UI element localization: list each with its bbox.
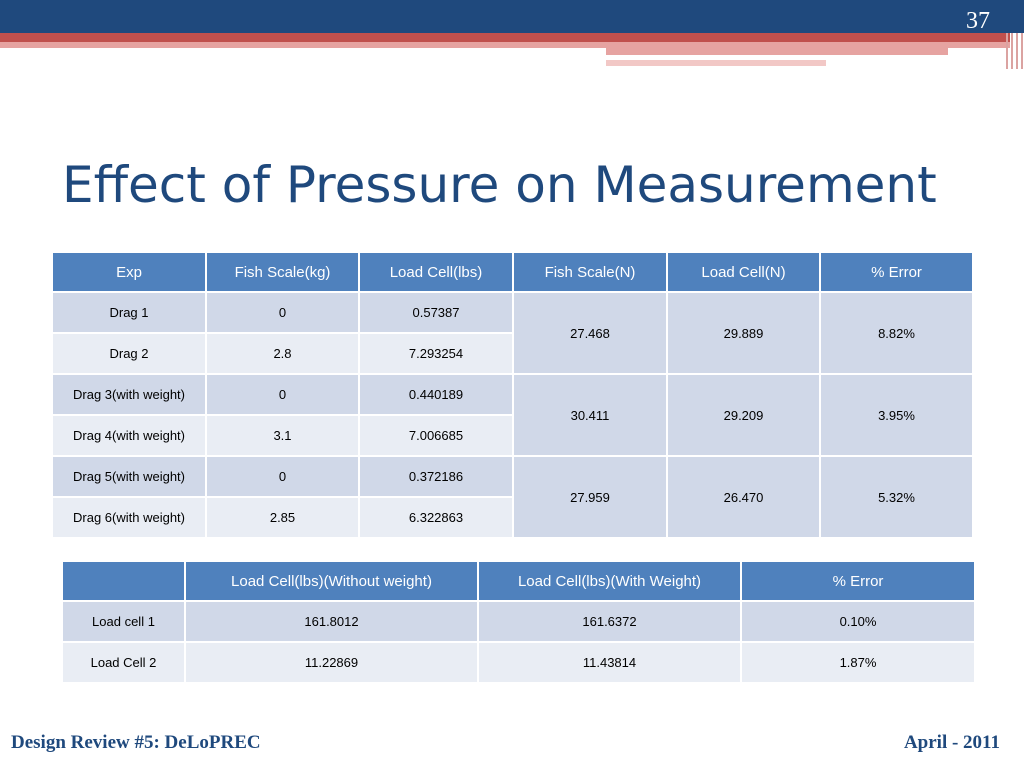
header-accent-stripe	[606, 48, 948, 55]
table-row	[53, 457, 972, 496]
cell-fish-n: 27.959	[514, 457, 666, 537]
cell-without-weight: 161.8012	[186, 602, 477, 641]
table-row	[53, 375, 972, 414]
cell-error: 1.87%	[742, 643, 974, 682]
cell-fish-kg: 0	[207, 293, 358, 332]
load-cell-comparison-table	[61, 560, 976, 684]
header-fish-scale-n: Fish Scale(N)	[514, 253, 666, 291]
cell-exp: Drag 2	[53, 334, 205, 373]
cell-error: 8.82%	[821, 293, 972, 373]
cell-fish-kg: 2.8	[207, 334, 358, 373]
cell-exp: Drag 1	[53, 293, 205, 332]
cell-fish-kg: 3.1	[207, 416, 358, 455]
cell-error: 3.95%	[821, 375, 972, 455]
slide-number: 37	[966, 8, 990, 34]
cell-load-lbs: 7.293254	[360, 334, 512, 373]
header-exp: Exp	[53, 253, 205, 291]
slide-title: Effect of Pressure on Measurement	[62, 156, 937, 214]
cell-load-lbs: 6.322863	[360, 498, 512, 537]
header-without-weight: Load Cell(lbs)(Without weight)	[186, 562, 477, 600]
cell-with-weight: 11.43814	[479, 643, 740, 682]
cell-load-lbs: 0.57387	[360, 293, 512, 332]
cell-without-weight: 11.22869	[186, 643, 477, 682]
cell-exp: Drag 3(with weight)	[53, 375, 205, 414]
table-row	[63, 643, 974, 682]
header-band	[0, 0, 1024, 33]
header-load-cell-name	[63, 562, 184, 600]
cell-exp: Drag 6(with weight)	[53, 498, 205, 537]
cell-fish-kg: 0	[207, 457, 358, 496]
cell-error: 5.32%	[821, 457, 972, 537]
header-accent-band	[0, 33, 1010, 42]
header-percent-error: % Error	[742, 562, 974, 600]
drag-results-table	[51, 251, 974, 539]
header-fish-scale-kg: Fish Scale(kg)	[207, 253, 358, 291]
cell-load-cell-name: Load cell 1	[63, 602, 184, 641]
cell-error: 0.10%	[742, 602, 974, 641]
cell-exp: Drag 5(with weight)	[53, 457, 205, 496]
cell-load-lbs: 0.440189	[360, 375, 512, 414]
cell-load-cell-name: Load Cell 2	[63, 643, 184, 682]
cell-fish-n: 27.468	[514, 293, 666, 373]
cell-fish-kg: 2.85	[207, 498, 358, 537]
cell-fish-n: 30.411	[514, 375, 666, 455]
table-row	[53, 293, 972, 332]
cell-exp: Drag 4(with weight)	[53, 416, 205, 455]
cell-load-n: 26.470	[668, 457, 819, 537]
cell-with-weight: 161.6372	[479, 602, 740, 641]
table-row	[63, 602, 974, 641]
table-header-row	[53, 253, 972, 291]
cell-fish-kg: 0	[207, 375, 358, 414]
cell-load-lbs: 0.372186	[360, 457, 512, 496]
header-accent-stripe-short	[606, 60, 826, 66]
cell-load-lbs: 7.006685	[360, 416, 512, 455]
header-vertical-lines	[1006, 33, 1024, 69]
header-percent-error: % Error	[821, 253, 972, 291]
header-load-cell-n: Load Cell(N)	[668, 253, 819, 291]
cell-load-n: 29.889	[668, 293, 819, 373]
table-header-row	[63, 562, 974, 600]
header-load-cell-lbs: Load Cell(lbs)	[360, 253, 512, 291]
footer-presentation-title: Design Review #5: DeLoPREC	[11, 732, 261, 753]
cell-load-n: 29.209	[668, 375, 819, 455]
header-with-weight: Load Cell(lbs)(With Weight)	[479, 562, 740, 600]
footer-date: April - 2011	[903, 732, 1000, 753]
